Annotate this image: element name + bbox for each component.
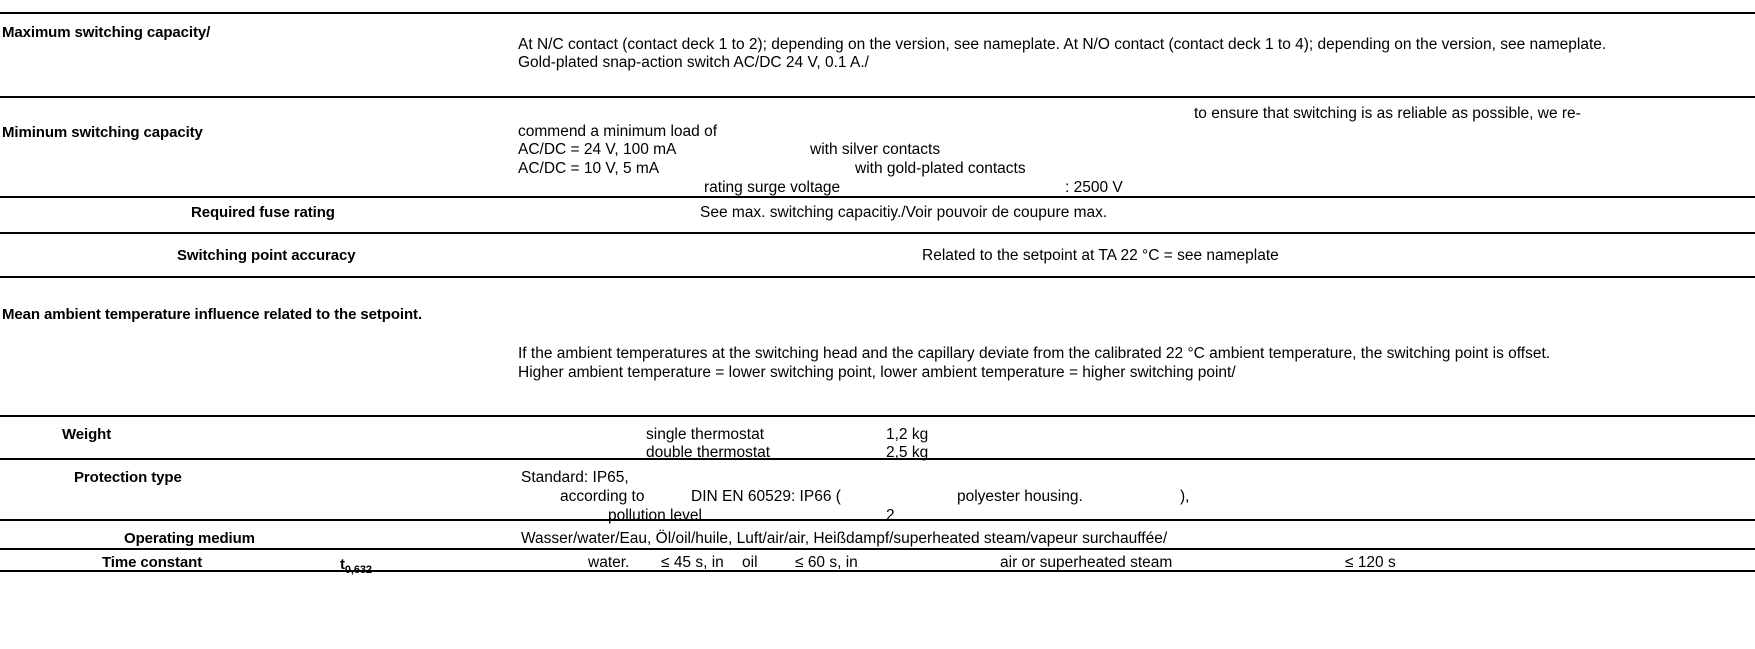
row-value-switching-point-accuracy: Related to the setpoint at TA 22 °C = see nameplate <box>922 247 1279 264</box>
row-label-switching-point-accuracy: Switching point accuracy <box>177 247 356 264</box>
row-label-time-constant: Time constant <box>102 554 203 571</box>
row-value-time-constant-water-label: water. <box>588 554 630 571</box>
table-rule-5 <box>0 415 1755 417</box>
row-value-protection-din-standard: DIN EN 60529: IP66 ( <box>691 488 841 505</box>
row-value-protection-pollution-value: 2 <box>886 507 895 524</box>
row-value-min-capacity-silver-load: AC/DC = 24 V, 100 mA <box>518 141 677 158</box>
table-rule-bottom <box>0 570 1755 572</box>
row-value-rating-surge-voltage-label: rating surge voltage <box>704 179 841 196</box>
row-value-max-capacity-line1: At N/C contact (contact deck 1 to 2); depending on the version, see nameplate. At N/O contact (contact deck 1 to 4); depending on the version, see nameplate. <box>518 36 1607 53</box>
time-constant-symbol-base: t <box>340 556 345 573</box>
table-rule-3 <box>0 232 1755 234</box>
row-value-weight-single-label: single thermostat <box>646 426 765 443</box>
table-rule-7 <box>0 519 1755 521</box>
row-label-operating-medium: Operating medium <box>124 530 255 547</box>
row-label-protection-type: Protection type <box>74 469 182 486</box>
row-value-time-constant-water-value: ≤ 45 s, in <box>661 554 724 571</box>
row-value-ambient-influence-line2: Higher ambient temperature = lower switching point, lower ambient temperature = higher switching point/ <box>518 364 1236 381</box>
table-rule-4 <box>0 276 1755 278</box>
row-value-required-fuse-rating: See max. switching capacitiy./Voir pouvoir de coupure max. <box>700 204 1108 221</box>
row-value-protection-standard: Standard: IP65, <box>521 469 629 486</box>
row-value-time-constant-steam-label: air or superheated steam <box>1000 554 1173 571</box>
row-value-protection-paren-close: ), <box>1180 488 1190 505</box>
row-value-weight-double-label: double thermostat <box>646 444 771 461</box>
row-value-protection-according-to: according to <box>560 488 645 505</box>
row-value-protection-housing: polyester housing. <box>957 488 1083 505</box>
row-value-time-constant-oil-label: oil <box>742 554 758 571</box>
row-label-weight: Weight <box>62 426 112 443</box>
row-label-minimum-switching-capacity: Miminum switching capacity <box>2 124 203 141</box>
row-label-mean-ambient-temperature-influence: Mean ambient temperature influence related to the setpoint. <box>2 306 423 323</box>
row-value-min-capacity-gold-load: AC/DC = 10 V, 5 mA <box>518 160 660 177</box>
row-label-required-fuse-rating: Required fuse rating <box>191 204 335 221</box>
row-label-maximum-switching-capacity: Maximum switching capacity/ <box>2 24 211 41</box>
row-symbol-time-constant <box>340 555 372 580</box>
row-value-weight-double-value: 2,5 kg <box>886 444 929 461</box>
table-rule-1 <box>0 96 1755 98</box>
row-value-time-constant-steam-value: ≤ 120 s <box>1345 554 1396 571</box>
row-value-min-capacity-silver-label: with silver contacts <box>810 141 941 158</box>
row-value-min-capacity-gold-label: with gold-plated contacts <box>855 160 1026 177</box>
row-value-min-capacity-intro: to ensure that switching is as reliable as possible, we re- <box>1194 105 1581 122</box>
table-rule-2 <box>0 196 1755 198</box>
row-value-weight-single-value: 1,2 kg <box>886 426 929 443</box>
row-value-time-constant-oil-value: ≤ 60 s, in <box>795 554 858 571</box>
row-value-ambient-influence-line1: If the ambient temperatures at the switching head and the capillary deviate from the calibrated 22 °C ambient temperature, the switching point is offset. <box>518 345 1551 362</box>
row-value-max-capacity-line2: Gold-plated snap-action switch AC/DC 24 V, 0.1 A./ <box>518 54 869 71</box>
row-value-operating-medium: Wasser/water/Eau, Öl/oil/huile, Luft/air/air, Heißdampf/superheated steam/vapeur surchauffée/ <box>521 530 1168 547</box>
row-value-rating-surge-voltage-value: : 2500 V <box>1065 179 1123 196</box>
table-rule-6 <box>0 458 1755 460</box>
row-value-protection-pollution-label: pollution level <box>608 507 702 524</box>
row-value-min-capacity-recommend: commend a minimum load of <box>518 123 717 140</box>
time-constant-symbol-subscript: 0,632 <box>344 564 372 576</box>
table-rule-top <box>0 12 1755 14</box>
